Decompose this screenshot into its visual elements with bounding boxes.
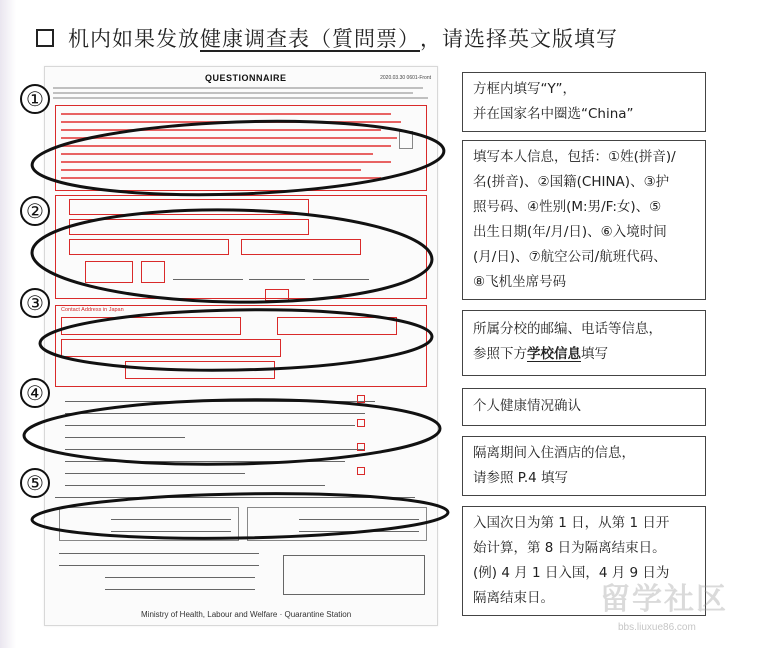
note-3-line-1: 所属分校的邮编、电话等信息，: [473, 321, 662, 337]
dob-line: [173, 279, 243, 280]
form-footer: Ministry of Health, Labour and Welfare · Quarantine Station: [141, 610, 352, 619]
checkbox-bullet-icon: [36, 29, 54, 47]
health-question-line: [65, 485, 325, 486]
note-2-line-4: 出生日期(年/月/日)、⑥入境时间: [473, 224, 667, 240]
form-code: 2020.03.30 0601-Front: [380, 75, 431, 81]
note-1-line-1: 方框内填写“Y”，: [473, 81, 576, 97]
step-number-2: ②: [20, 196, 50, 226]
note-3-line-2: [473, 342, 695, 367]
health-question-line: [65, 449, 365, 450]
health-yes-box: [357, 467, 365, 475]
departure-line: [59, 565, 259, 566]
left-edge-shade: [0, 0, 16, 648]
header-suffix: ，请选择英文版填写: [420, 27, 618, 51]
site-watermark: 留学社区: [600, 582, 728, 617]
note-section-3: [462, 310, 706, 376]
health-question-line: [65, 425, 355, 426]
health-question-line: [65, 461, 345, 462]
red-text-line: [61, 113, 391, 115]
header-prefix: 机内如果发放: [68, 27, 200, 51]
note-1-line-2: 并在国家名中圈选“China”: [473, 106, 634, 122]
site-watermark-url: bbs.liuxue86.com: [618, 622, 696, 633]
red-text-line: [61, 169, 361, 171]
note-6-line-1: 入国次日为第 1 日，从第 1 日开: [473, 515, 670, 531]
health-yes-box: [357, 395, 365, 403]
note-6-line-4: 隔离结束日。: [473, 590, 554, 606]
field-address: [61, 317, 241, 335]
stay-box-1: [59, 507, 239, 541]
note-2-line-3: 照号码、④性别(M:男/F:女)、⑤: [473, 199, 662, 215]
note-5-line-1: 隔离期间入住酒店的信息，: [473, 445, 635, 461]
note-section-2: [462, 140, 706, 300]
note-2-line-6: ⑧飞机坐席号码: [473, 274, 567, 290]
red-text-line: [61, 161, 391, 163]
field-given-name: [69, 219, 309, 235]
step-number-3: ③: [20, 288, 50, 318]
note-2-line-2: 名(拼音)、②国籍(CHINA)、③护: [473, 174, 670, 190]
field-flight: [265, 289, 289, 301]
step-number-4: ④: [20, 378, 50, 408]
note-section-4: [462, 388, 706, 426]
red-text-line: [61, 137, 397, 139]
red-text-line: [61, 129, 381, 131]
departure-line: [105, 589, 255, 590]
field-dob-label: [141, 261, 165, 283]
health-question-line: [65, 413, 365, 414]
field-passport: [241, 239, 361, 255]
field-address-2: [61, 339, 281, 357]
note-5-line-2: 请参照 P.4 填写: [473, 470, 569, 486]
note-3-line-2-suffix: 填写: [581, 346, 608, 362]
dob-line: [313, 279, 369, 280]
note-6-line-2: 始计算，第 8 日为隔离结束日。: [473, 540, 666, 556]
yes-box: [399, 131, 413, 149]
mobile-line: [59, 553, 259, 554]
stay-field-line: [111, 531, 231, 532]
field-family-name: [69, 199, 309, 215]
note-2-line-1: 填写本人信息，包括：①姓(拼音)/: [473, 149, 676, 165]
note-6-line-3: (例) 4 月 1 日入国，4 月 9 日为: [473, 565, 670, 581]
red-text-line: [61, 177, 381, 179]
fine-print-line: [53, 87, 423, 89]
stay-box-2: [247, 507, 427, 541]
penalty-notice: [283, 555, 425, 595]
health-yes-box: [357, 443, 365, 451]
health-question-line: [65, 473, 245, 474]
step-number-1: ①: [20, 84, 50, 114]
note-section-1: [462, 72, 706, 132]
health-question-line: [65, 401, 375, 402]
header-underlined: 健康调查表（質問票）: [200, 27, 420, 51]
field-phone: [277, 317, 397, 335]
fine-print-line: [53, 92, 413, 94]
note-2-line-5: (月/日)、⑦航空公司/航班代码、: [473, 249, 667, 265]
red-text-line: [61, 121, 401, 123]
departure-line: [105, 577, 255, 578]
health-yes-box: [357, 419, 365, 427]
field-nationality: [69, 239, 229, 255]
fine-print-line: [53, 97, 428, 99]
field-sex: [85, 261, 133, 283]
questionnaire-form-image: [44, 66, 438, 626]
red-label: Contact Address in Japan: [61, 307, 124, 313]
red-text-line: [61, 153, 373, 155]
note-section-5: [462, 436, 706, 496]
health-question-line: [65, 437, 185, 438]
step-number-5: ⑤: [20, 468, 50, 498]
field-address-3: [125, 361, 275, 379]
slide-header: [36, 18, 618, 58]
form-title: QUESTIONNAIRE: [205, 73, 287, 83]
school-info-link: 学校信息: [527, 346, 581, 362]
note-4-line-1: 个人健康情况确认: [473, 398, 581, 414]
note-3-line-2-prefix: 参照下方: [473, 346, 527, 362]
stay-field-line: [299, 531, 419, 532]
stay-field-line: [299, 519, 419, 520]
stay-line: [55, 497, 415, 498]
dob-line: [249, 279, 305, 280]
stay-field-line: [111, 519, 231, 520]
red-text-line: [61, 145, 391, 147]
